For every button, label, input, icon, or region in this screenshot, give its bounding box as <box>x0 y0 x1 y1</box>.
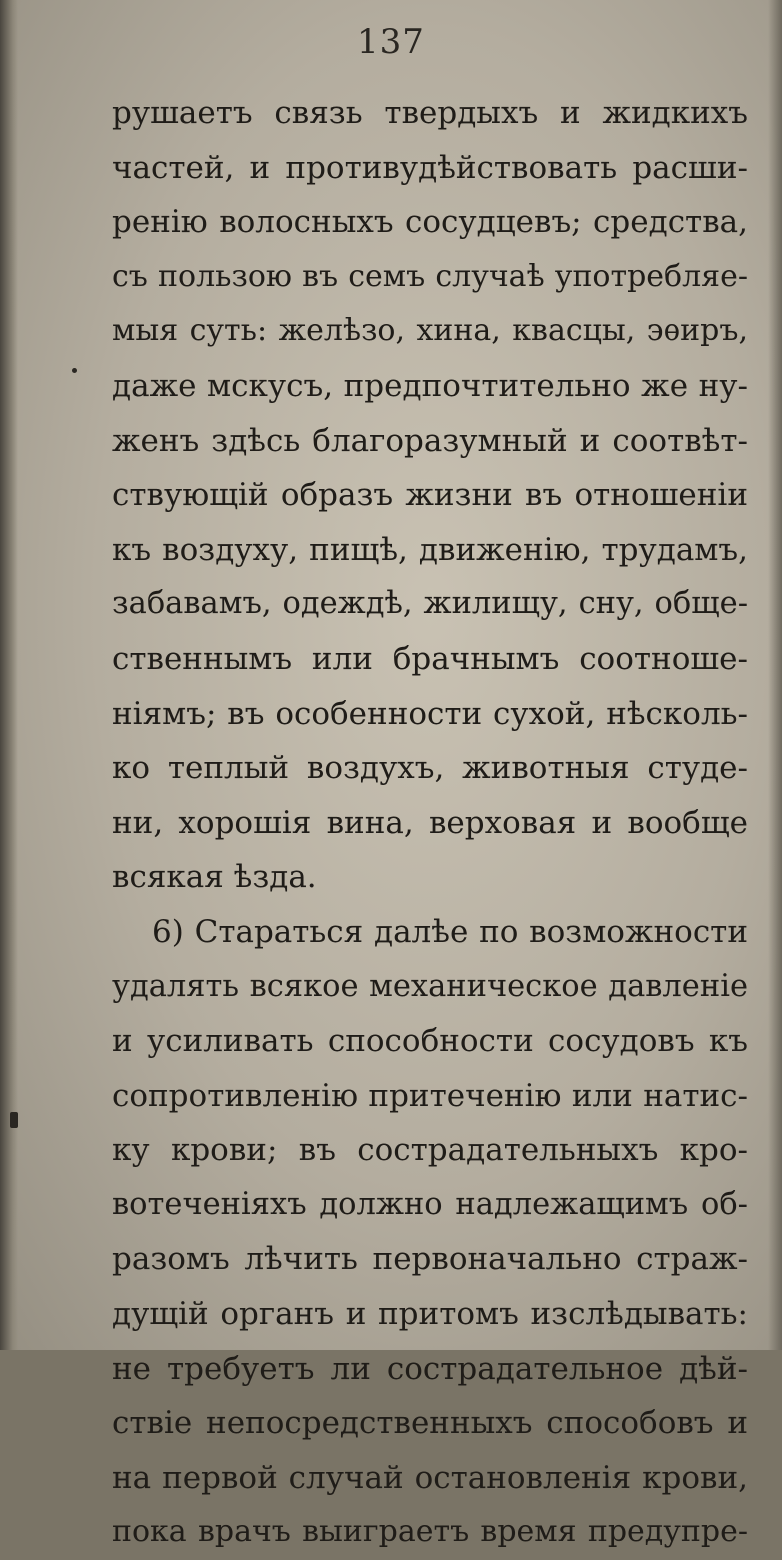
ink-speck <box>72 368 77 373</box>
text-line: дущій органъ и притомъ изслѣдывать: <box>112 1296 748 1333</box>
text-line: забавамъ, одеждѣ, жилищу, сну, обще- <box>112 586 748 622</box>
text-line: разомъ лѣчить первоначально страж- <box>112 1241 748 1278</box>
text-line: на первой случай остановленія крови, <box>112 1459 748 1496</box>
text-line: и усиливать способности сосудовъ къ <box>112 1023 748 1060</box>
text-line: ствіе непосредственныхъ способовъ и <box>112 1405 748 1442</box>
text-line: мыя суть: желѣзо, хина, квасцы, эѳиръ, <box>112 313 748 349</box>
text-line: сопротивленію притеченію или натис- <box>112 1077 748 1114</box>
text-line: ни, хорошія вина, верховая и вообще <box>112 804 748 841</box>
paragraph-start-line: 6) Стараться далѣе по возможности <box>152 913 748 950</box>
text-line: ніямъ; въ особенности сухой, нѣсколь- <box>112 695 748 732</box>
text-line: частей, и противудѣйствовать расши- <box>112 149 748 186</box>
page-left-edge-shadow <box>0 0 18 1350</box>
text-line: пока врачъ выиграетъ время предупре- <box>112 1514 748 1550</box>
text-line: всякая ѣзда. <box>112 859 317 896</box>
text-line: ствующій образъ жизни въ отношеніи <box>112 477 748 514</box>
ink-speck <box>10 1112 18 1128</box>
text-line: не требуетъ ли сострадательное дѣй- <box>112 1350 748 1387</box>
text-line: удалять всякое механическое давленіе <box>112 968 748 1004</box>
text-line: женъ здѣсь благоразумный и соотвѣт- <box>112 422 748 459</box>
text-line: къ воздуху, пищѣ, движенію, трудамъ, <box>112 531 748 568</box>
text-line: рушаетъ связь твердыхъ и жидкихъ <box>112 95 748 131</box>
text-line: ственнымъ или брачнымъ соотноше- <box>112 640 748 677</box>
text-line: ко теплый воздухъ, животныя студе- <box>112 750 748 787</box>
body-text <box>112 86 748 1560</box>
page-right-edge-shadow <box>768 0 782 1350</box>
text-line: ренію волосныхъ сосудцевъ; средства, <box>112 204 748 241</box>
text-line: вотеченіяхъ должно надлежащимъ об- <box>112 1186 748 1222</box>
text-line: даже мскусъ, предпочтительно же ну- <box>112 367 748 404</box>
text-line: съ пользою въ семъ случаѣ употребляе- <box>112 258 748 294</box>
page-number: 137 <box>357 22 425 62</box>
text-line: ку крови; въ сострадательныхъ кро- <box>112 1132 748 1169</box>
